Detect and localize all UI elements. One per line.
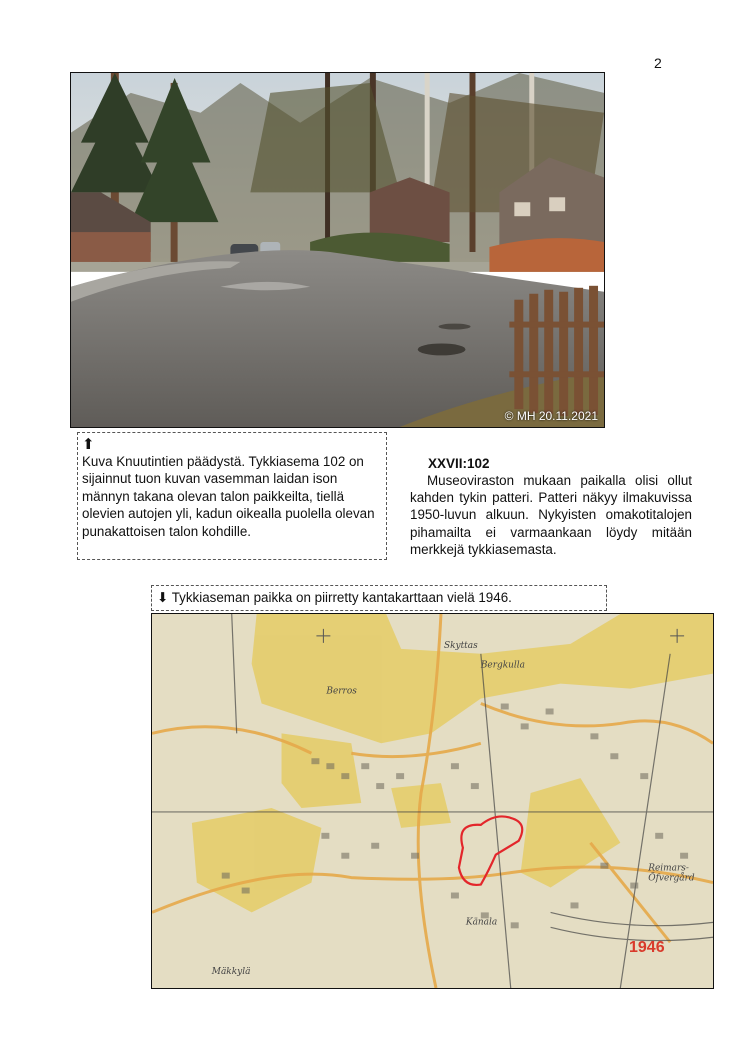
photo-credit: © MH 20.11.2021 (504, 409, 598, 423)
street-photo (70, 72, 605, 428)
map-caption (151, 585, 607, 611)
map-label-makkyla: Mäkkylä (211, 967, 251, 978)
historical-map (151, 613, 714, 989)
map-label-ofvergard: Öfvergård (648, 873, 695, 884)
page-number: 2 (654, 55, 662, 71)
map-label-reimars: Reimars- (648, 863, 689, 874)
section-title: XXVII:102 (428, 456, 490, 471)
map-year: 1946 (629, 939, 665, 956)
map-label-skyttas: Skyttas (443, 640, 478, 651)
arrow-up-icon: ⬆ (82, 436, 95, 453)
map-label-berros: Berros (326, 686, 357, 697)
caption-text: Kuva Knuutintien päädystä. Tykkiasema 102 on sijainnut tuon kuvan vasemman laidan ison männyn takana olevan talon paikkeilta, tiellä olevien autojen yli, kadun oikealla puolella olevan punakattoisen talon kohdille. (82, 454, 375, 539)
map-label-bergkulla: Bergkulla (480, 660, 526, 671)
map-caption-text: Tykkiaseman paikka on piirretty kantakarttaan vielä 1946. (171, 590, 512, 605)
map-label-kanala: Känala (465, 917, 498, 928)
photo-caption (77, 432, 387, 560)
section-text: Museoviraston mukaan paikalla olisi ollut kahden tykin patteri. Patteri näkyy ilmakuvissa 1950-luvun alkuun. Nykyisten omakotitalojen pihamailta ei varmaankaan löydy mitään merkkejä tykkiasemasta. (410, 473, 692, 557)
arrow-down-icon: ⬇ (157, 590, 169, 605)
